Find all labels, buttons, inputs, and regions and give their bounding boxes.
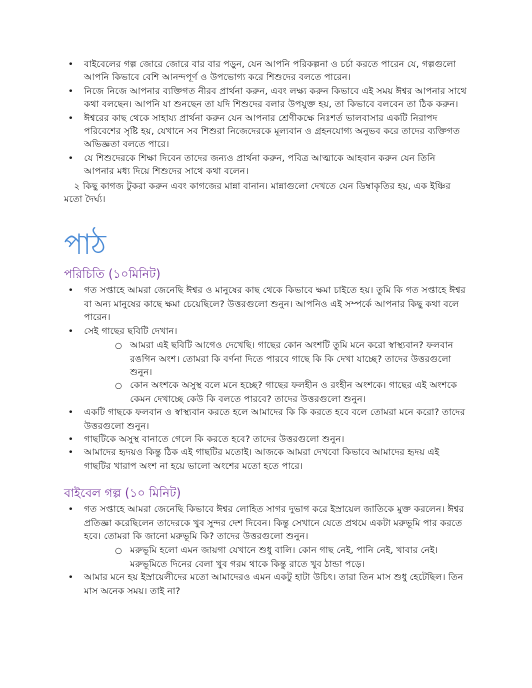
list-item-text: একটি গাছকে ফলবান ও স্বাস্থ্যবান করতে হলে আমাদের কি কি করতে হবে বলে তোমরা মনে করো? তাদের উত্তরগুলো শুনুন। [84, 407, 466, 432]
intro-heading: পরিচিতি (১০মিনিট) [64, 267, 161, 282]
bible-story-heading: বাইবেল গল্প (১০ মিনিট) [64, 486, 181, 501]
intro-list [64, 284, 468, 473]
sub-list [84, 544, 468, 571]
list-item: • যে শিশুদেরকে শিক্ষা দিবেন তাদের জন্যও প্রার্থনা করুন, পবিত্র আত্মাকে আহবান করুন যেন তিনি আপনার মধ্য দিয়ে শিশুদের সাথে কথা বলেন। [64, 152, 468, 179]
list-item [64, 446, 468, 473]
list-item-text: সেই গাছের ছবিটি দেখান। [84, 325, 178, 337]
sub-list-item: ○ মরুভূমি হলো এমন জায়গা যেখানে শুধু বালি। কোন গাছ নেই, পানি নেই, খাবার নেই। মরুভূমিতে দিনের বেলা খুব গরম থাকে কিন্তু রাতে খুব ঠান্ডা পড়ে। [84, 544, 468, 571]
list-item [64, 325, 468, 406]
list-item-text: গাছটিকে অসুস্থ বানাতে গেলে কি করতে হবে? তাদের উত্তরগুলো শুনুন। [84, 433, 345, 445]
materials-note: ২ কিছু কাগজ টুকরা করুন এবং কাগজের মান্না বানান। মান্নাগুলো দেখতে যেন ডিম্বাকৃতির হয়, এক ইঞ্চির মতো দৈর্ঘ্য। [64, 180, 451, 206]
sub-list-item: ○ আমরা এই ছবিটি আগেও দেখেছি। গাছের কোন অংশটি তুমি মনে করো স্বাস্থ্যবান? ফলবান রঙগিন অংশ। তোমরা কি বর্ণনা দিতে পারবে গাছে কি কি দেখা যাচ্ছে? তাদের উত্তরগুলো শুনুন। [84, 339, 468, 379]
list-item: • বাইবেলের গল্প জোরে জোরে বার বার পড়ুন, যেন আপনি পরিকল্পনা ও চর্চা করতে পারেন যে, গল্পগুলো আপনি কিভাবে বেশি আনন্দপূর্ণ ও উপভোগ্য করে শিশুদের বলতে পারেন। [64, 58, 468, 85]
list-item-text: গত সপ্তাহে আমরা জেনেছি ঈশ্বর ও মানুষের কাছ থেকে কিভাবে ক্ষমা চাইতে হয়। তুমি কি গত সপ্তাহে ঈশ্বর বা অন্য মানুষের কাছে ক্ষমা চেয়েছিলে? উত্তরগুলো শুনুন। আপনিও এই সম্পর্কে আপনার কিছু কথা বলে পারেন। [84, 285, 466, 324]
list-item [64, 284, 468, 324]
list-item-text: আমাদের হৃদয়ও কিন্তু ঠিক এই গাছটির মতোই। আজকে আমরা দেখবো কিভাবে আমাদের হৃদয় এই গাছটির খারাপ অংশ না হয়ে ভালো অংশের মতো হতে পারে। [84, 447, 440, 472]
sub-list [84, 339, 468, 406]
list-item [64, 433, 468, 446]
list-item-text: আমার মনে হয় ইস্রায়েলীদের মতো আমাদেরও এমন একটু হাটা উচিৎ। তারা তিন মাস শুধু হেটেছিল। তিন মাস অনেক সময়। তাই না? [84, 572, 464, 597]
lesson-heading: পাঠ [64, 228, 107, 262]
sub-list-item: ○ কোন অংশকে অসুস্থ বলে মনে হচ্ছে? গাছের ফলহীন ও রংহীন অংশকে। গাছের এই অংশকে কেমন দেখাচ্ছে কেউ কি বলতে পারবে? তাদের উত্তরগুলো শুনুন। [84, 379, 468, 406]
list-item [64, 503, 468, 571]
list-item: • ঈশ্বরের কাছ থেকে সাহায্য প্রার্থনা করুন যেন আপনার শ্রেণীকক্ষে নিঃশর্ত ভালবাসার একটি নিরাপদ পরিবেশের সৃষ্টি হয়, যেখানে সব শিশুরা নিজেদেরকে মূল্যবান ও গ্রহনযোগ্য অনুভব করে তাদের ব্যক্তিগত অভিজ্ঞতা বলতে পারে। [64, 112, 468, 152]
list-item [64, 571, 468, 598]
list-item-text: গত সপ্তাহে আমরা জেনেছি কিভাবে ঈশ্বর লোহিত সাগর দুভাগ করে ইস্রায়েল জাতিকে মুক্ত করলেন। ঈশ্বর প্রতিজ্ঞা করেছিলেন তাদেরকে খুব সুন্দর দেশ দিবেন। কিন্তু সেখানে যেতে প্রথমে একটা মরুভূমি পার করতে হবে। তোমরা কি জানো মরুভূমি কি? তাদের উত্তরগুলো শুনুন। [84, 504, 464, 542]
preparation-list [64, 58, 468, 179]
list-item: • নিজে নিজে আপনার ব্যক্তিগত নীরব প্রার্থনা করুন, এবং লক্ষ্য করুন কিভাবে এই সময় ঈশ্বর আপনার সাথে কথা বলছেন। আপনি যা শুনছেন তা যদি শিশুদের বলার উপযুক্ত হয়, তা কিভাবে বলবেন তা ঠিক করুন। [64, 85, 468, 112]
list-item [64, 406, 468, 433]
bible-story-list [64, 503, 468, 598]
